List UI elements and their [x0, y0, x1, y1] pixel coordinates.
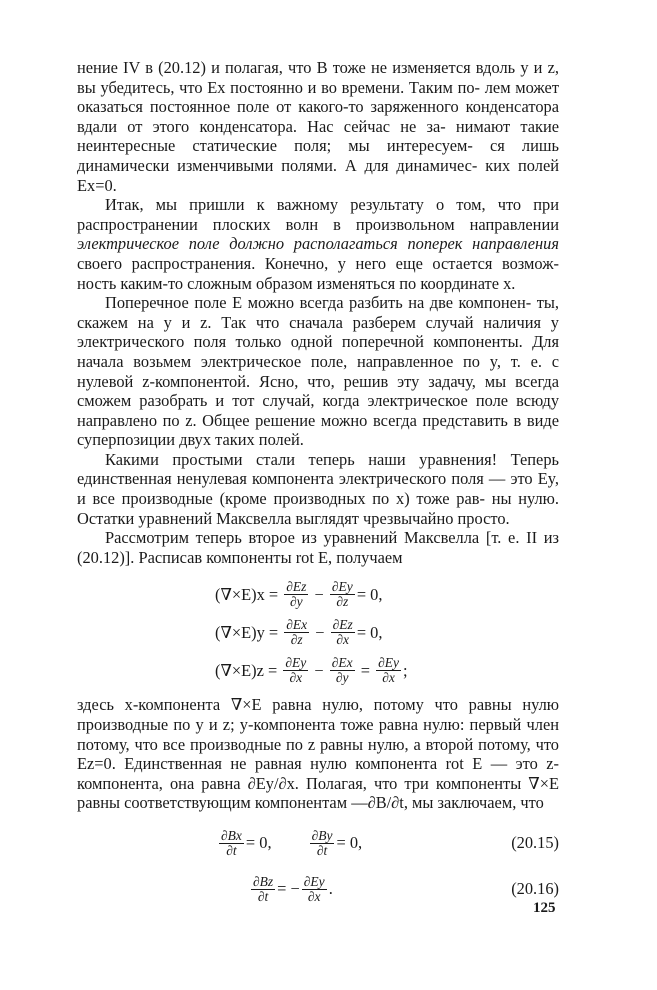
curl-equations [77, 575, 559, 689]
equation-number: (20.15) [511, 833, 559, 853]
paragraph-5: Рассмотрим теперь второе из уравнений Максвелла [т. е. II из (20.12)]. Расписав компоненты rot E, получаем [77, 528, 559, 567]
page-body [77, 58, 559, 909]
paragraph-6: здесь x-компонента ∇×E равна нулю, потому что равны нулю производные по y и z; y-компонента тоже равна нулю: первый член потому, что все производные по z равны нулю, а второй потому, что Ez=0. Единственная не равная нулю компонента rot E — это z-компонента, она равна ∂Ey/∂x. Полагая, что три компоненты ∇×E равны соответствующим компонентам —∂B/∂t, мы заключаем, что [77, 695, 559, 813]
paragraph-2: Итак, мы пришли к важному результату о том, что при распространении плоских волн в произвольном направлении электрическое поле должно располагаться поперек направления своего распространения. Конечно, у него еще остается возмож- ность каким-то сложным образом изменяться по координате x. [77, 195, 559, 293]
paragraph-4: Какими простыми стали теперь наши уравнения! Теперь единственная ненулевая компонента электрического поля — это Ey, и все производные (кроме производных по x) тоже рав- ны нулю. Остатки уравнений Максвелла выглядят чрезвычайно просто. [77, 449, 559, 528]
curl-x-equation: (∇×E)x = $\frac{\partial Ez}{\partial y}$ − $\frac{\partial Ey}{\partial z}$ = 0, [215, 578, 383, 609]
curl-y-equation: (∇×E)y = $\frac{\partial Ex}{\partial z}$ − $\frac{\partial Ez}{\partial x}$ = 0, [215, 616, 383, 647]
paragraph-1: нение IV в (20.12) и полагая, что B тоже не изменяется вдоль y и z, вы убедитесь, что Ex постоянно и во времени. Таким по- лем может оказаться постоянное поле от какого-то заряженного конденсатора вдали от этого конденсатора. Нас сейчас не за- нимают такие неинтересные статические поля; мы интересуем- ся лишь динамически изменчивыми полями. А для динамичес- ких полей Ex=0. [77, 58, 559, 195]
page-number: 125 [533, 900, 556, 916]
equation-20-16: $\frac{\partial Bz}{\partial t}$ = − $\frac{\partial Ey}{\partial x}$ . (20.16) [253, 873, 559, 904]
equation-20-15: $\frac{\partial Bx}{\partial t}$ = 0, $\frac{\partial By}{\partial t}$ = 0, (20.15) [221, 827, 559, 858]
curl-z-equation: (∇×E)z = $\frac{\partial Ey}{\partial x}$ − $\frac{\partial Ex}{\partial y}$ = $\frac{\partial Ey}{\partial x}$ ; [215, 654, 408, 685]
equation-number: (20.16) [511, 879, 559, 899]
paragraph-3: Поперечное поле E можно всегда разбить на две компонен- ты, скажем на y и z. Так что сначала разберем случай наличия у электрического поля только одной поперечной компоненты. Для начала возьмем электрическое поле, направленное по y, т. е. с нулевой z-компонентой. Ясно, что, решив эту задачу, мы всегда сможем разобрать и тот случай, когда электрическое поле всюду направлено по z. Общее решение можно всегда представить в виде суперпозиции двух таких полей. [77, 293, 560, 450]
